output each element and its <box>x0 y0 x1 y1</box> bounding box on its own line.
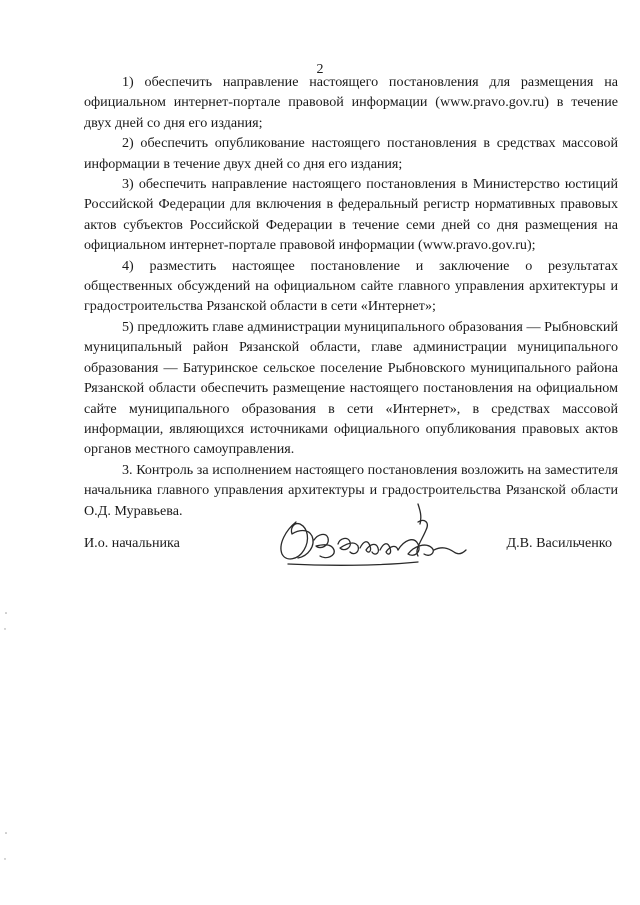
paragraph-5-municipal-heads: 5) предложить главе администрации муниципального образования — Рыбновский муниципальный район Рязанской области, главе администрации муниципального образования — Батуринское сельское поселение Рыбновского муниципального района Рязанской области обеспечить размещение настоящего постановления на официальном сайте муниципального образования в сети «Интернет», в средствах массовой информации, являющихся источниками официального опубликования правовых актов органов местного самоуправления. <box>84 318 618 458</box>
paragraph-3-ministry-of-justice: 3) обеспечить направление настоящего постановления в Министерство юстиций Российской Федерации для включения в федеральный регистр нормативных правовых актов субъектов Российской Федерации в течение семи дней со дня размещения на официальном интернет-портале правовой информации (www.pravo.gov.ru); <box>84 176 618 254</box>
signatory-name: Д.В. Васильченко <box>506 535 612 551</box>
paragraph-2-mass-media: 2) обеспечить опубликование настоящего постановления в средствах массовой информации в течение двух дней со дня его издания; <box>84 135 618 172</box>
document-body <box>84 72 618 521</box>
paragraph-control-clause: 3. Контроль за исполнением настоящего постановления возложить на заместителя начальника главного управления архитектуры и градостроительства Рязанской области О.Д. Муравьева. <box>84 461 618 519</box>
signatory-title: И.о. начальника <box>84 535 180 551</box>
paragraph-4-public-discussions: 4) разместить настоящее постановление и заключение о результатах общественных обсуждений на официальном сайте главного управления архитектуры и градостроительства Рязанской области в сети «Интернет»; <box>84 257 618 315</box>
paragraph-1-publication-portal: 1) обеспечить направление настоящего постановления для размещения на официальном интернет-портале правовой информации (www.pravo.gov.ru) в течение двух дней со дня его издания; <box>84 74 618 131</box>
handwritten-signature <box>268 500 478 580</box>
page-number: 2 <box>316 62 324 77</box>
